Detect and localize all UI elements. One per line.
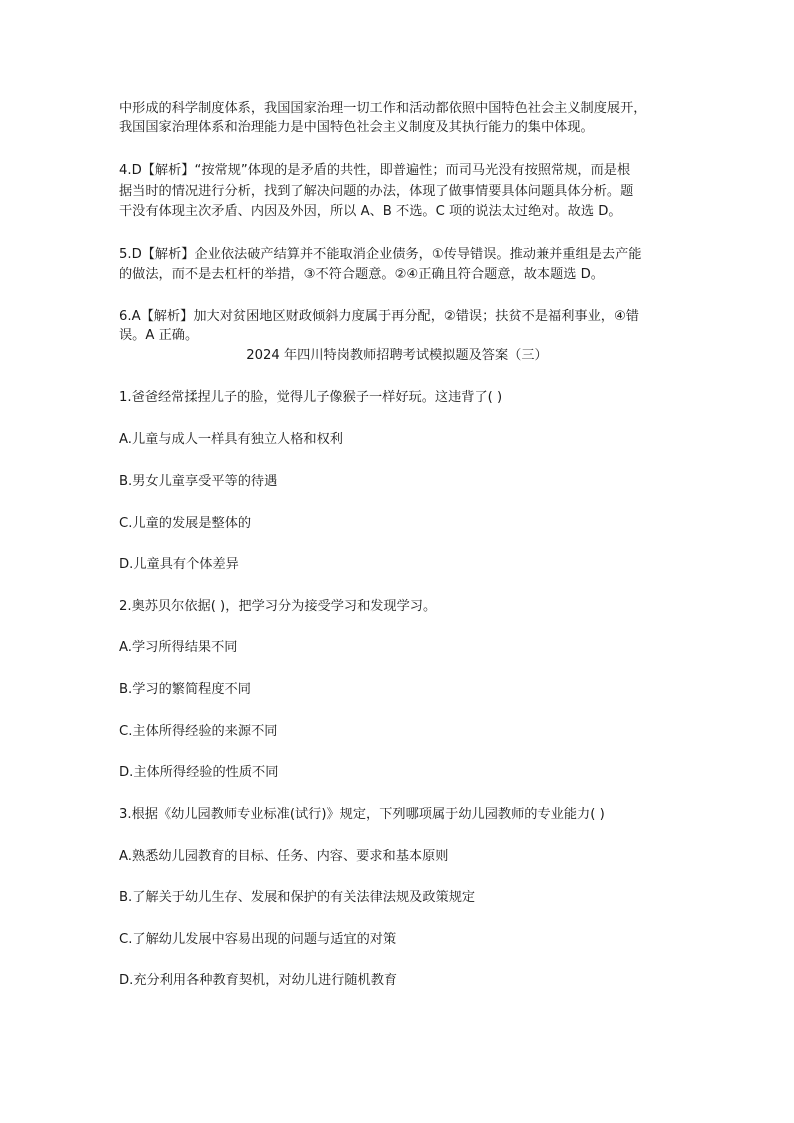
question-3-option-d: D.充分利用各种教育契机，对幼儿进行随机教育 [119, 973, 398, 988]
question-3-option-a: A.熟悉幼儿园教育的目标、任务、内容、要求和基本原则 [119, 849, 449, 864]
question-2-option-a: A.学习所得结果不同 [119, 640, 238, 655]
question-2-stem: 2.奥苏贝尔依据( )，把学习分为接受学习和发现学习。 [119, 599, 437, 614]
question-1-option-b: B.男女儿童享受平等的待遇 [119, 474, 278, 489]
answer-6-line-2: 误。A 正确。 [119, 328, 199, 343]
question-2-option-b: B.学习的繁简程度不同 [119, 682, 251, 697]
section-title: 2024 年四川特岗教师招聘考试模拟题及答案（三） [246, 348, 548, 363]
question-3-option-b: B.了解关于幼儿生存、发展和保护的有关法律法规及政策规定 [119, 890, 476, 905]
answer-4-line-3: 干没有体现主次矛盾、内因及外因，所以 A、B 不选。C 项的说法太过绝对。故选 D。 [119, 204, 622, 219]
continuation-line-1: 中形成的科学制度体系，我国国家治理一切工作和活动都依照中国特色社会主义制度展开， [119, 101, 647, 116]
answer-4-line-2: 据当时的情况进行分析，找到了解决问题的办法，体现了做事情要具体问题具体分析。题 [119, 184, 634, 199]
question-1-stem: 1.爸爸经常揉捏儿子的脸，觉得儿子像猴子一样好玩。这违背了( ) [119, 390, 503, 405]
question-2-option-d: D.主体所得经验的性质不同 [119, 765, 279, 780]
question-1-option-a: A.儿童与成人一样具有独立人格和权利 [119, 432, 343, 447]
question-2-option-c: C.主体所得经验的来源不同 [119, 724, 278, 739]
continuation-line-2: 我国国家治理体系和治理能力是中国特色社会主义制度及其执行能力的集中体现。 [119, 120, 594, 135]
question-3-stem: 3.根据《幼儿园教师专业标准(试行)》规定，下列哪项属于幼儿园教师的专业能力( ) [119, 807, 605, 822]
question-3-option-c: C.了解幼儿发展中容易出现的问题与适宜的对策 [119, 932, 397, 947]
answer-5-line-1: 5.D【解析】企业依法破产结算并不能取消企业债务，①传导错误。推动兼并重组是去产能 [119, 247, 642, 262]
answer-6-line-1: 6.A【解析】加大对贫困地区财政倾斜力度属于再分配，②错误；扶贫不是福利事业，④错 [119, 309, 639, 324]
question-1-option-d: D.儿童具有个体差异 [119, 557, 239, 572]
question-1-option-c: C.儿童的发展是整体的 [119, 516, 252, 531]
answer-4-line-1: 4.D【解析】“按常规”体现的是矛盾的共性，即普遍性；而司马光没有按照常规，而是根 [119, 163, 631, 178]
answer-5-line-2: 的做法，而不是去杠杆的举措，③不符合题意。②④正确且符合题意，故本题选 D。 [119, 267, 604, 282]
